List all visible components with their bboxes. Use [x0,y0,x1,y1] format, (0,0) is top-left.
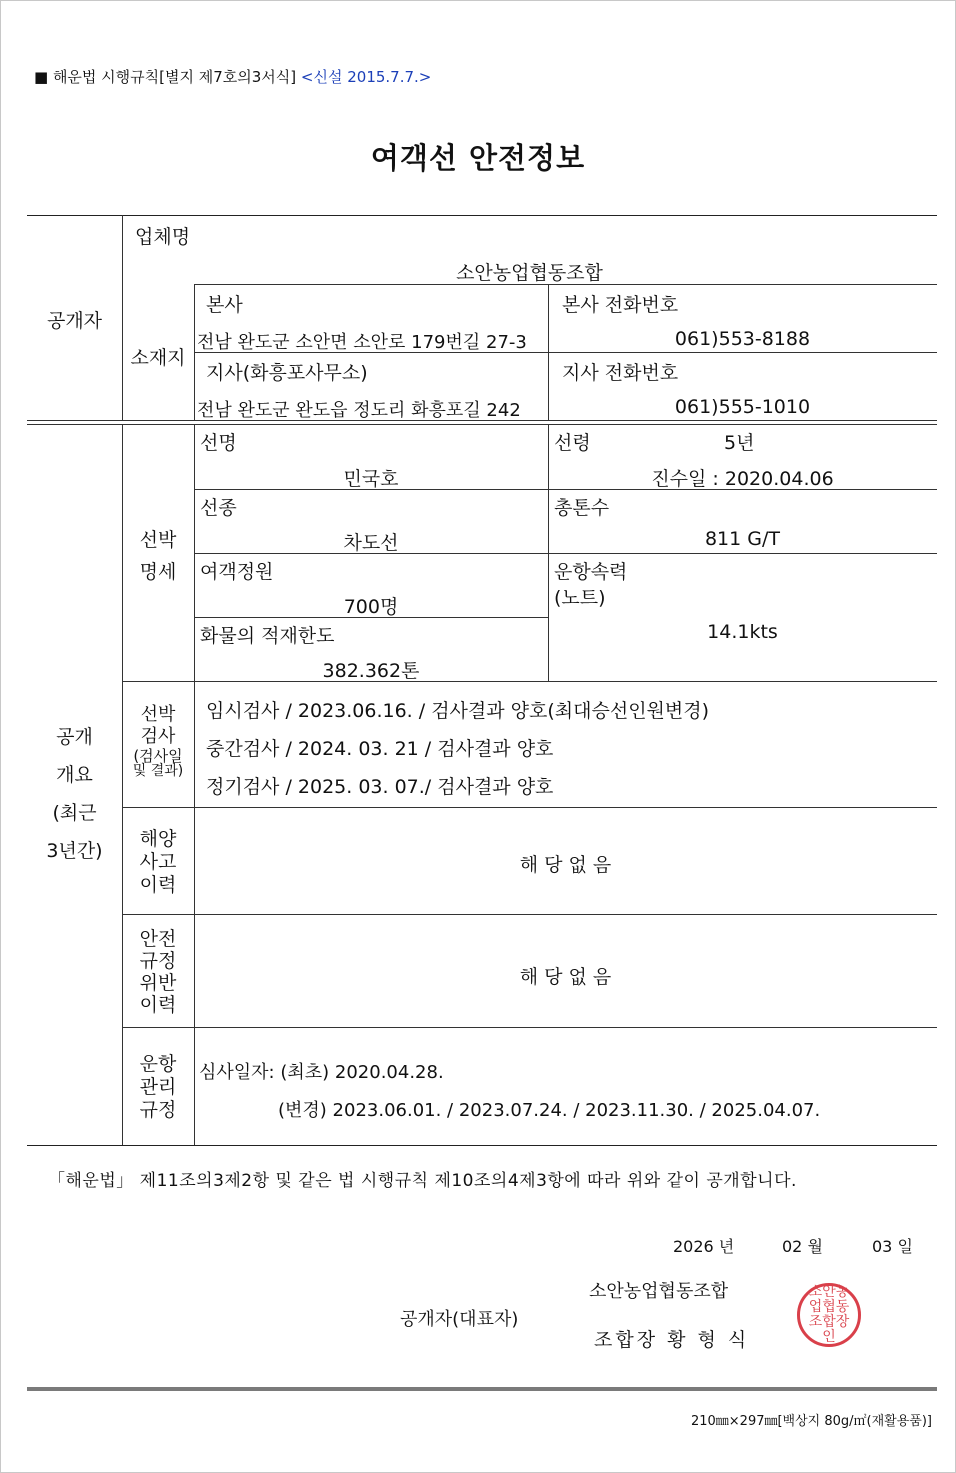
inspection-label-line: (검사일 [133,747,183,765]
table-bottom-rule [27,1145,937,1146]
ship-type-label: 선종 [200,497,237,519]
accident-value: 해 당 없 음 [519,854,612,876]
cargo-label: 화물의 적재한도 [200,625,335,647]
tonnage-label: 총톤수 [554,497,610,519]
violation-value: 해 당 없 음 [519,966,612,988]
ship-spec-label-line: 명세 [139,561,177,583]
table-top-rule [27,215,937,216]
branch-label: 지사(화흥포사무소) [206,362,368,384]
company-name: 소안농업협동조합 [456,262,603,284]
ops-change-dates: (변경) 2023.06.01. / 2023.07.24. / 2023.11.30. / 2025.04.07. [278,1100,821,1121]
rule [122,807,937,808]
hq-phone-label: 본사 전화번호 [562,294,679,316]
tonnage: 811 G/T [704,528,781,550]
capacity: 700명 [343,596,399,618]
violation-label-line: 이력 [139,994,177,1016]
inspection-label [122,704,194,779]
inspection-label-line: 선박 [140,704,176,725]
ship-name: 민국호 [343,468,399,490]
violation-label-line: 위반 [139,972,177,994]
overview-label-line: 3년간) [46,840,103,862]
branch-phone-label: 지사 전화번호 [562,362,679,384]
branch-phone: 061)555-1010 [674,396,811,418]
violation-label-line: 규정 [139,950,177,972]
seal-text: 소안농업협동조합장인 [808,1284,850,1345]
new-note: <신설 2015.7.7.> [300,68,432,86]
inspection-item: 임시검사 / 2023.06.16. / 검사결과 양호(최대승선인원변경) [206,700,710,722]
ops-label-line: 관리 [139,1076,177,1098]
org-name: 소안농업협동조합 [589,1281,729,1302]
rule [122,1027,937,1028]
accident-label [122,828,194,897]
form-ref-text: ■ 해운법 시행규칙[별지 제7호의3서식] [34,68,297,86]
inspection-item: 정기검사 / 2025. 03. 07./ 검사결과 양호 [206,776,554,798]
date-year: 2026 년 [673,1237,735,1256]
accident-label-line: 사고 [139,851,177,873]
official-seal [797,1283,861,1347]
paper-spec: 210㎜×297㎜[백상지 80g/㎡(재활용품)] [690,1414,932,1429]
date-day: 03 일 [872,1237,913,1256]
rule [194,284,195,420]
ship-age: 5년 [724,432,755,454]
speed: 14.1kts [707,621,778,643]
publisher-rep-label: 공개자(대표자) [400,1309,519,1330]
hq-address: 전남 완도군 소안면 소안로 179번길 27-3 [197,332,527,353]
overview-label-line: (최근 [52,802,97,824]
hq-phone: 061)553-8188 [674,328,811,350]
ship-type: 차도선 [343,532,399,554]
violation-label [122,928,194,1016]
launch-date: 진수일 : 2020.04.06 [651,468,834,490]
cargo-limit: 382.362톤 [322,660,420,682]
overview-section-label [27,718,122,870]
ops-label [122,1053,194,1122]
page-title: 여객선 안전정보 [370,141,586,175]
ship-spec-label [122,524,194,588]
capacity-label: 여객정원 [200,561,274,583]
inspection-item: 중간검사 / 2024. 03. 21 / 검사결과 양호 [206,738,554,760]
ops-initial-date: 심사일자: (최초) 2020.04.28. [199,1062,444,1083]
speed-label: 운항속력 [554,561,628,583]
rule [122,215,123,420]
location-label: 소재지 [130,347,186,369]
publisher-section-label: 공개자 [46,310,103,332]
disclosure-statement: 「해운법」 제11조의3제2항 및 같은 법 시행규칙 제10조의4제3항에 따라 위와 같이 공개합니다. [48,1171,797,1191]
representative-name: 조합장 황 형 식 [594,1329,750,1351]
date-month: 02 월 [782,1237,823,1256]
company-label: 업체명 [135,226,191,248]
inspection-label-line: 및 결과) [132,763,184,779]
ops-label-line: 규정 [139,1099,177,1121]
violation-label-line: 안전 [139,928,177,950]
branch-address: 전남 완도군 완도읍 정도리 화흥포길 242 [197,400,521,421]
ship-spec-label-line: 선박 [139,529,177,551]
overview-label-line: 개요 [56,764,93,786]
hq-label: 본사 [206,294,243,316]
overview-label-line: 공개 [56,726,93,748]
rule [27,424,937,425]
ship-name-label: 선명 [200,432,237,454]
speed-unit-label: (노트) [554,587,606,609]
accident-label-line: 해양 [139,828,177,850]
rule [122,914,937,915]
form-reference [34,66,431,87]
inspection-label-line: 검사 [140,726,176,747]
bottom-rule [27,1387,937,1391]
ops-label-line: 운항 [139,1053,177,1075]
ship-age-label: 선령 [554,432,591,454]
accident-label-line: 이력 [139,874,177,896]
